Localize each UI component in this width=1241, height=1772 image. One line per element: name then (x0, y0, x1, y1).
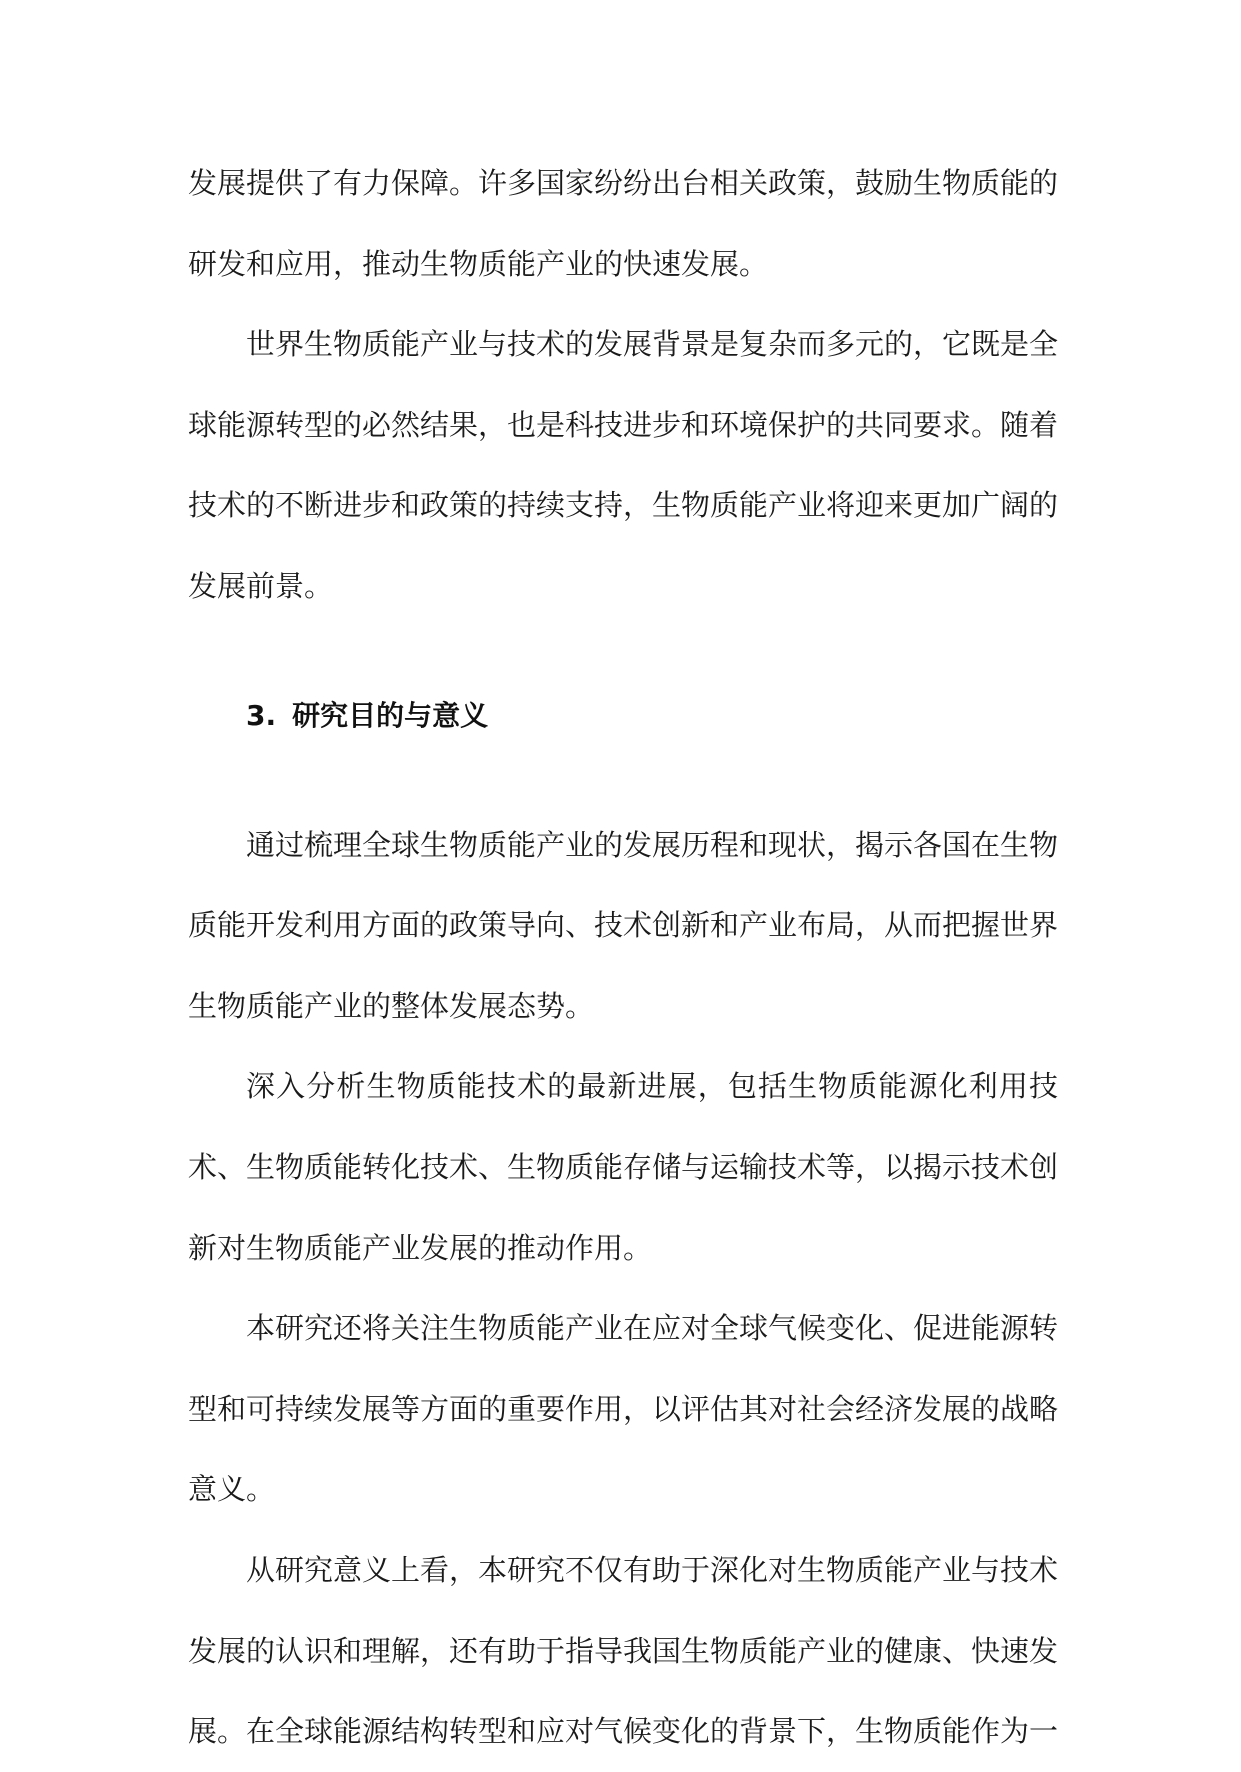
section-number: 3. (246, 698, 277, 732)
paragraph-background-summary: 世界生物质能产业与技术的发展背景是复杂而多元的，它既是全球能源转型的必然结果，也是科技进步和环境保护的共同要求。随着技术的不断进步和政策的持续支持，生物质能产业将迎来更加广阔的发展前景。 (188, 327, 1059, 603)
paragraph-significance: 从研究意义上看，本研究不仅有助于深化对生物质能产业与技术发展的认识和理解，还有助于指导我国生物质能产业的健康、快速发展。在全球能源结构转型和应对气候变化的背景下，生物质能作为一 (188, 1552, 1059, 1749)
section-heading (188, 627, 1058, 805)
paragraph-purpose-3: 本研究还将关注生物质能产业在应对全球气候变化、促进能源转型和可持续发展等方面的重要作用，以评估其对社会经济发展的战略意义。 (188, 1311, 1059, 1507)
paragraph-purpose-1: 通过梳理全球生物质能产业的发展历程和现状，揭示各国在生物质能开发利用方面的政策导向、技术创新和产业布局，从而把握世界生物质能产业的整体发展态势。 (188, 827, 1059, 1023)
paragraph-continued: 发展提供了有力保障。许多国家纷纷出台相关政策，鼓励生物质能的研发和应用，推动生物质能产业的快速发展。 (188, 166, 1059, 281)
page-body (188, 143, 1058, 1772)
section-title: 研究目的与意义 (292, 698, 489, 732)
paragraph-purpose-2: 深入分析生物质能技术的最新进展，包括生物质能源化利用技术、生物质能转化技术、生物质能存储与运输技术等，以揭示技术创新对生物质能产业发展的推动作用。 (188, 1069, 1059, 1265)
